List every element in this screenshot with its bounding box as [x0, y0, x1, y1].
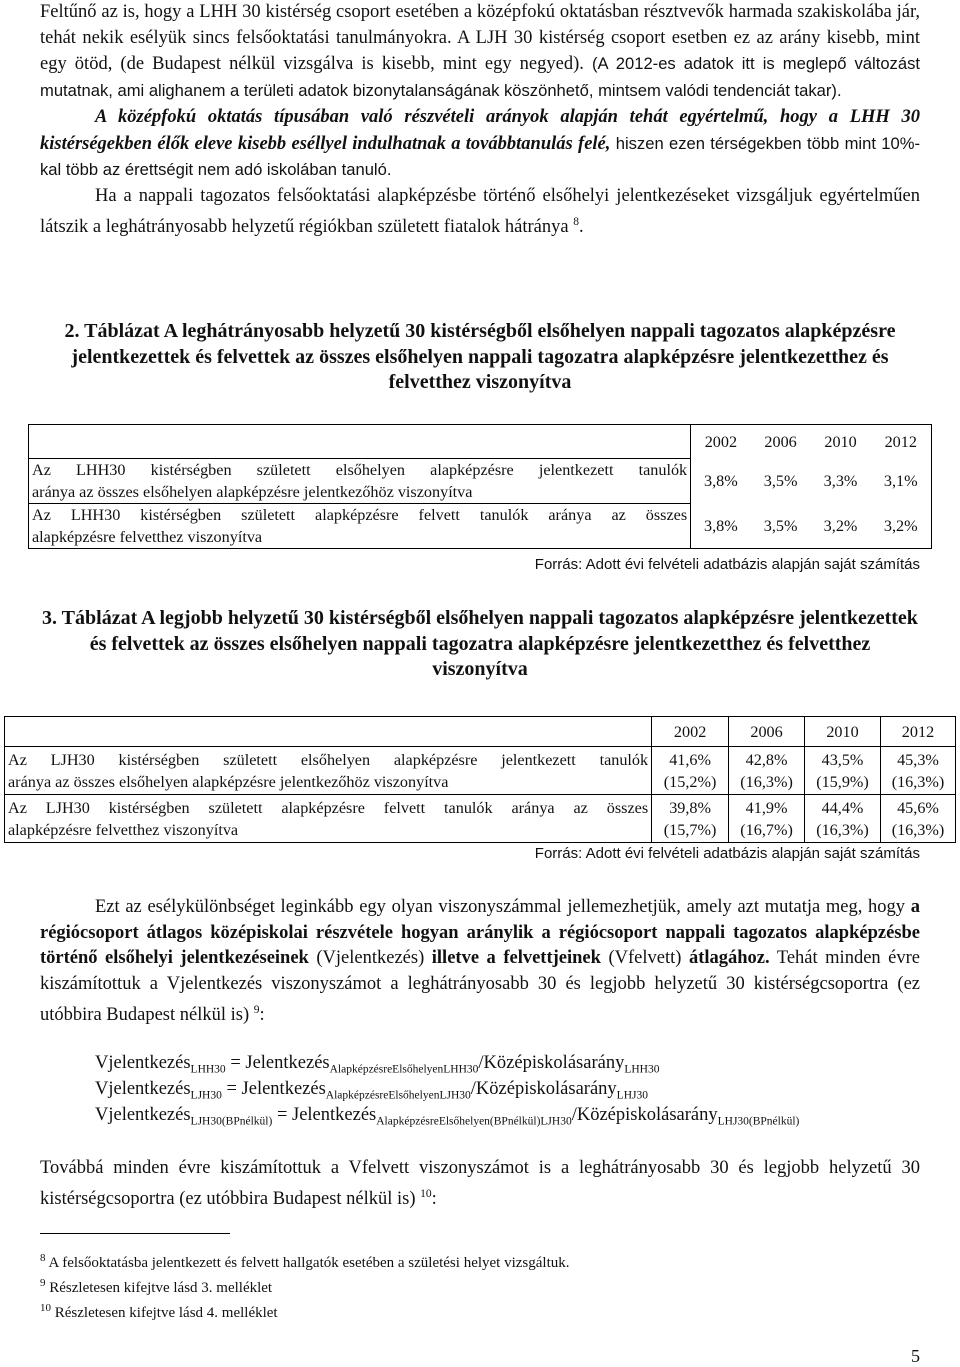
footnote-10: [40, 1302, 278, 1322]
table-row: [5, 747, 956, 795]
footnote-9: [40, 1277, 272, 1297]
table-row: [29, 459, 932, 504]
table2-cell: 3,5%: [751, 504, 811, 549]
table3-source: Forrás: Adott évi felvételi adatbázis alapján saját számítás: [534, 845, 920, 862]
table2-cell: 3,5%: [763, 472, 798, 490]
cell-value: 42,8%: [745, 750, 788, 769]
table2-year: 2002: [691, 425, 751, 459]
period: .: [578, 216, 584, 237]
intro-block: [40, 0, 920, 240]
eq-term: Vjelentkezés: [95, 1053, 191, 1073]
table3-caption-block: [40, 606, 920, 683]
table2-source: Forrás: Adott évi felvételi adatbázis alapján saját számítás: [534, 556, 920, 573]
page-number: 5: [911, 1346, 920, 1366]
table3-corner: [5, 717, 652, 747]
cell-sub: (16,7%): [740, 820, 793, 839]
eq-sub: LJH30(BPnélkül): [190, 1115, 273, 1128]
table2-year: 2010: [811, 425, 871, 459]
label-line: aránya az összes elsőhelyen alapképzésre jelentkezőhöz viszonyítva: [8, 772, 449, 791]
text-run: :: [431, 1188, 437, 1209]
table3-row-label: [5, 747, 652, 795]
eq-sub: LHJ30: [616, 1089, 648, 1102]
table3-cell: [805, 795, 881, 843]
table2-cell: 3,8%: [704, 472, 738, 490]
emphasis-text: A középfokú oktatás típusában való részvételi arányok alapján tehát egyértelmű, hogy a LHH 30 kistérségekben élők eleve kisebb eséllyel indulhatnak a továbbtanulás felé,: [40, 106, 920, 154]
table2-cell: 3,8%: [691, 504, 751, 549]
cell-value: 39,8%: [669, 798, 711, 817]
table3-year: 2006: [729, 717, 805, 747]
footnote-text: Részletesen kifejtve lásd 4. melléklet: [54, 1305, 278, 1321]
table-row: [29, 504, 932, 549]
vfelvett-paragraph: [40, 1156, 920, 1213]
bold-run: átlagához.: [688, 948, 770, 969]
table2-cell: 3,2%: [811, 504, 871, 549]
eq-sub: LHJ30(BPnélkül): [717, 1115, 800, 1128]
cell-value: 45,3%: [897, 750, 939, 769]
footnote-text: Részletesen kifejtve lásd 3. melléklet: [49, 1280, 273, 1296]
table2-row-label: [29, 504, 691, 549]
eq-sub: AlapképzésreElsőhelyenLHH30: [329, 1063, 479, 1076]
eq-term: /Középiskolásarány: [470, 1079, 617, 1099]
table2-year: 2012: [871, 425, 932, 459]
footnote-text: A felsőoktatásba jelentkezett és felvett hallgatók esetében a születési helyet vizsgáltuk.: [48, 1255, 570, 1271]
eq-sub: LHH30: [190, 1063, 226, 1076]
table2-cell: 3,3%: [823, 472, 858, 490]
ratio-explanation-block: [40, 895, 920, 1029]
table2-header-row: [29, 425, 932, 459]
table3: [4, 716, 956, 843]
footnote-number: 9: [40, 1277, 46, 1289]
eq-sub: LJH30: [190, 1089, 222, 1102]
table2-cell: 3,2%: [871, 504, 932, 549]
cell-value: 41,6%: [669, 750, 711, 769]
label-line: alapképzésre felvetthez viszonyítva: [32, 528, 263, 546]
footnote-divider: [40, 1233, 230, 1234]
intro-text: Feltűnő az is, hogy a LHH 30 kistérség csoport esetében a középfokú oktatásban résztvevők harmada szakiskolába jár, tehát nekik esélyük sincs felsőoktatási tanulmányokra. A LJH 30 kistérség csoport esetben ez az arány kisebb, mint egy ötöd, (de Budapest nélkül vizsgálva is kisebb, mint egy negyed).: [40, 2, 920, 75]
emphasis-rest: hiszen ezen térségekben több mint 10%-kal több az érettségit nem adó iskolában tanuló.: [40, 133, 920, 180]
emphasis-paragraph: [40, 105, 920, 184]
eq-sub: AlapképzésreElsőhelyenLJH30: [325, 1089, 471, 1102]
eq-term: = Jelentkezés: [272, 1105, 377, 1125]
footnote-ref-10: 10: [420, 1187, 432, 1200]
intro-sans-note: (A 2012-es adatok itt is meglepő változást mutatnak, ami alighanem a területi adatok bizonytalanságának köszönhető, mintsem valódi tendenciát takar).: [40, 54, 920, 101]
label-line: alapképzésre felvetthez viszonyítva: [8, 820, 239, 839]
label-line: Az LJH30 kistérségben született alapképzésre felvett tanulók aránya az összes: [8, 798, 649, 817]
footnote-number: 8: [40, 1252, 46, 1264]
cell-sub: (16,3%): [740, 772, 793, 791]
text-run: Továbbá minden évre kiszámítottuk a Vfelvett viszonyszámot is a leghátrányosabb 30 és legjobb helyzetű 30 kistérségcsoportra (ez utóbbira Budapest nélkül is): [40, 1158, 920, 1209]
text-run: (Vfelvett): [600, 948, 689, 969]
table3-cell: [880, 795, 955, 843]
table-row: [5, 795, 956, 843]
cell-sub: (16,3%): [816, 820, 869, 839]
eq-term: = Jelentkezés: [225, 1053, 330, 1073]
equation-ljh30-bp: [95, 1105, 799, 1128]
text-run: Ezt az esélykülönbséget leginkább egy olyan viszonyszámmal jellemezhetjük, amely azt mutatja meg, hogy: [95, 897, 911, 917]
table3-year: 2002: [652, 717, 729, 747]
applications-paragraph: [40, 184, 920, 241]
table2-year: 2006: [751, 425, 811, 459]
table2-row-label: [29, 459, 691, 504]
cell-sub: (16,3%): [891, 772, 945, 791]
footnote-ref-8: 8: [573, 215, 579, 228]
cell-value: 43,5%: [821, 750, 864, 769]
table3-cell: [805, 747, 881, 795]
text-run: Tehát minden évre kiszámítottuk a Vjelentkezés viszonyszámot a leghátrányosabb 30 és legjobb helyzetű 30 kistérségcsoportra (ez utóbbira Budapest nélkül is): [40, 948, 921, 1025]
eq-term: Vjelentkezés: [95, 1105, 191, 1125]
applications-text: Ha a nappali tagozatos felsőoktatási alapképzésbe történő elsőhelyi jelentkezéseket vizsgáljuk egyértelműen látszik a leghátrányosabb helyzetű régiókban született fiatalok hátránya: [40, 185, 920, 237]
text-run: (Vjelentkezés): [308, 948, 432, 969]
eq-term: = Jelentkezés: [221, 1079, 326, 1099]
table2-caption: 2. Táblázat A leghátrányosabb helyzetű 30 kistérségből elsőhelyen nappali tagozatos alapképzésre jelentkezettek és felvettek az összes elsőhelyen nappali tagozatra alapképzésre jelentkezetthez és felvetthez viszonyítva: [64, 320, 896, 393]
table2-caption-block: [40, 319, 920, 396]
footnote-8: [40, 1252, 570, 1272]
cell-sub: (15,7%): [663, 820, 717, 839]
footnote-number: 10: [40, 1302, 51, 1314]
cell-sub: (16,3%): [891, 820, 945, 839]
table3-cell: [880, 747, 955, 795]
table3-header-row: [5, 717, 956, 747]
label-line: aránya az összes elsőhelyen alapképzésre jelentkezőhöz viszonyítva: [32, 483, 473, 501]
vfelvett-block: [40, 1156, 920, 1213]
bold-run: a régiócsoport átlagos középiskolai részvétele hogyan aránylik a régiócsoport nappali tagozatos alapképzésbe történő elsőhelyi jelentkezéseinek: [40, 897, 920, 969]
table3-row-label: [5, 795, 652, 843]
equation-lhh30: [95, 1053, 659, 1076]
table3-cell: [729, 795, 805, 843]
table3-cell: [729, 747, 805, 795]
table3-cell: [652, 747, 729, 795]
equation-ljh30: [95, 1079, 648, 1102]
table2: [28, 424, 932, 549]
footnote-ref-9: 9: [253, 1003, 260, 1016]
table3-caption: 3. Táblázat A legjobb helyzetű 30 kistérségből elsőhelyen nappali tagozatos alapképzésre jelentkezettek és felvettek az összes elsőhelyen nappali tagozatra alapképzésre jelentkezetthez és felvetthez viszonyítva: [42, 607, 918, 680]
table2-cell: 3,1%: [871, 459, 932, 504]
label-line: Az LJH30 kistérségben született elsőhelyen alapképzésre jelentkezett tanulók: [8, 750, 649, 769]
bold-run: illetve a felvettjeinek: [431, 948, 601, 969]
table3-year: 2012: [880, 717, 955, 747]
ratio-paragraph: [40, 895, 920, 1029]
cell-value: 41,9%: [745, 798, 788, 817]
cell-sub: (15,2%): [663, 772, 717, 791]
intro-paragraph: [40, 0, 920, 105]
label-line: Az LHH30 kistérségben született elsőhelyen alapképzésre jelentkezett tanulók: [32, 461, 688, 479]
eq-term: Vjelentkezés: [95, 1079, 191, 1099]
table3-cell: [652, 795, 729, 843]
table3-year: 2010: [805, 717, 881, 747]
text-run: :: [259, 1004, 265, 1025]
cell-value: 44,4%: [821, 798, 864, 817]
label-line: Az LHH30 kistérségben született alapképzésre felvett tanulók aránya az összes: [32, 506, 688, 524]
eq-sub: LHH30: [624, 1063, 660, 1076]
eq-term: /Középiskolásarány: [571, 1105, 718, 1125]
table2-corner: [29, 425, 691, 459]
eq-term: /Középiskolásarány: [478, 1053, 625, 1073]
cell-value: 45,6%: [897, 798, 939, 817]
eq-sub: AlapképzésreElsőhelyen(BPnélkül)LJH30: [376, 1115, 572, 1128]
cell-sub: (15,9%): [816, 772, 869, 791]
